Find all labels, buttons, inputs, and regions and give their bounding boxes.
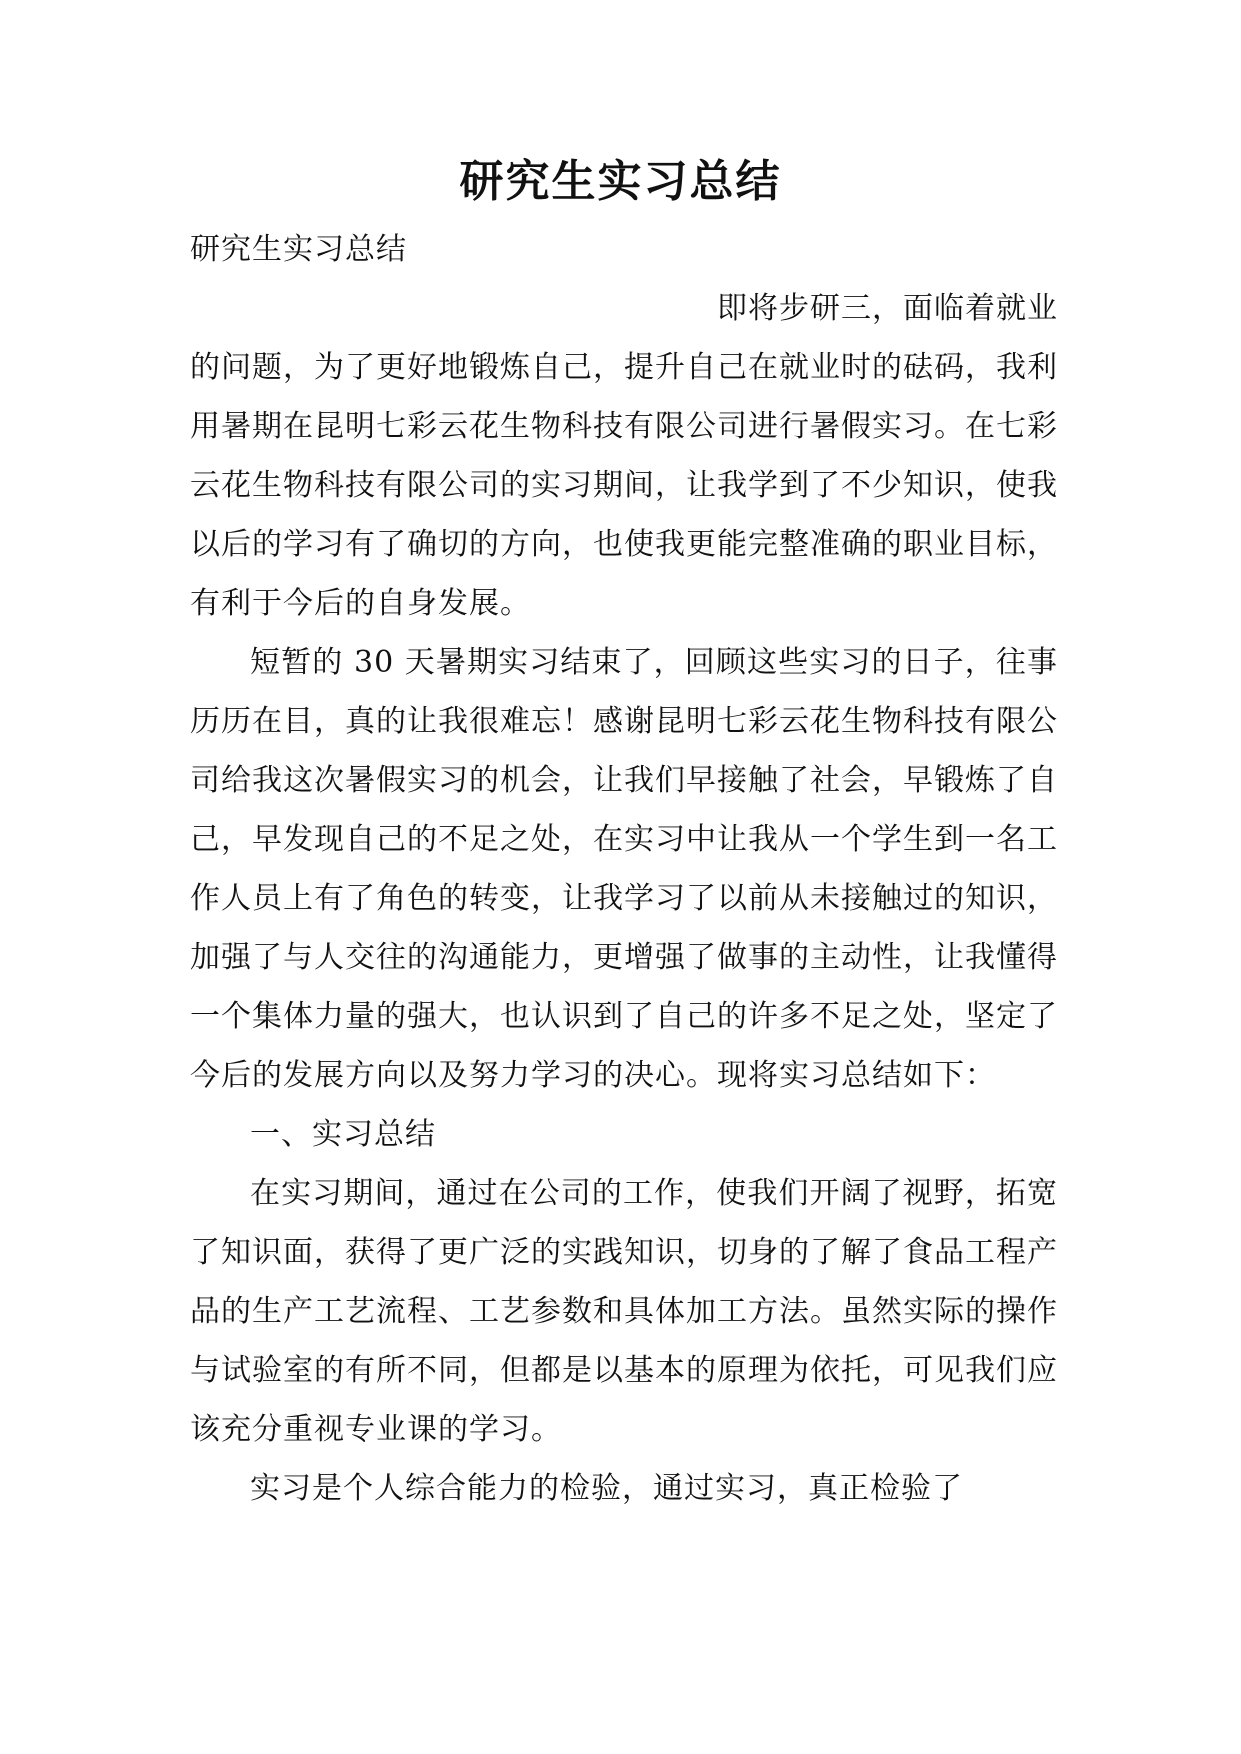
paragraph-summary-intro: 短暂的 30 天暑期实习结束了，回顾这些实习的日子，往事历历在目，真的让我很难忘！感谢昆明七彩云花生物科技有限公司给我这次暑假实习的机会，让我们早接触了社会，早锻炼了自己，早发现自己的不足之处，在实习中让我从一个学生到一名工作人员上有了角色的转变，让我学习了以前从未接触过的知识，加强了与人交往的沟通能力，更增强了做事的主动性，让我懂得一个集体力量的强大，也认识到了自己的许多不足之处，坚定了今后的发展方向以及努力学习的决心。现将实习总结如下： xyxy=(190,645,1058,1093)
paragraph-internship-period: 在实习期间，通过在公司的工作，使我们开阔了视野，拓宽了知识面，获得了更广泛的实践知识，切身的了解了食品工程产品的生产工艺流程、工艺参数和具体加工方法。虽然实际的操作与试验室的有所不同，但都是以基本的原理为依托，可见我们应该充分重视专业课的学习。 xyxy=(190,1176,1058,1447)
section-heading-internship-summary: 一、实习总结 xyxy=(250,1117,436,1152)
intro-paragraph xyxy=(190,279,1058,633)
intro-lead-text: 即将步研三，面临着就业 xyxy=(717,291,1058,326)
document-title: 研究生实习总结 xyxy=(459,156,782,207)
document-body xyxy=(190,220,1058,1518)
document-subtitle: 研究生实习总结 xyxy=(190,232,407,267)
intro-rest-text: 的问题，为了更好地锻炼自己，提升自己在就业时的砝码，我利用暑期在昆明七彩云花生物科技有限公司进行暑假实习。在七彩云花生物科技有限公司的实习期间，让我学到了不少知识，使我以后的学习有了确切的方向，也使我更能完整准确的职业目标，有利于今后的自身发展。 xyxy=(190,350,1058,621)
paragraph-internship-test: 实习是个人综合能力的检验，通过实习，真正检验了 xyxy=(250,1471,963,1506)
